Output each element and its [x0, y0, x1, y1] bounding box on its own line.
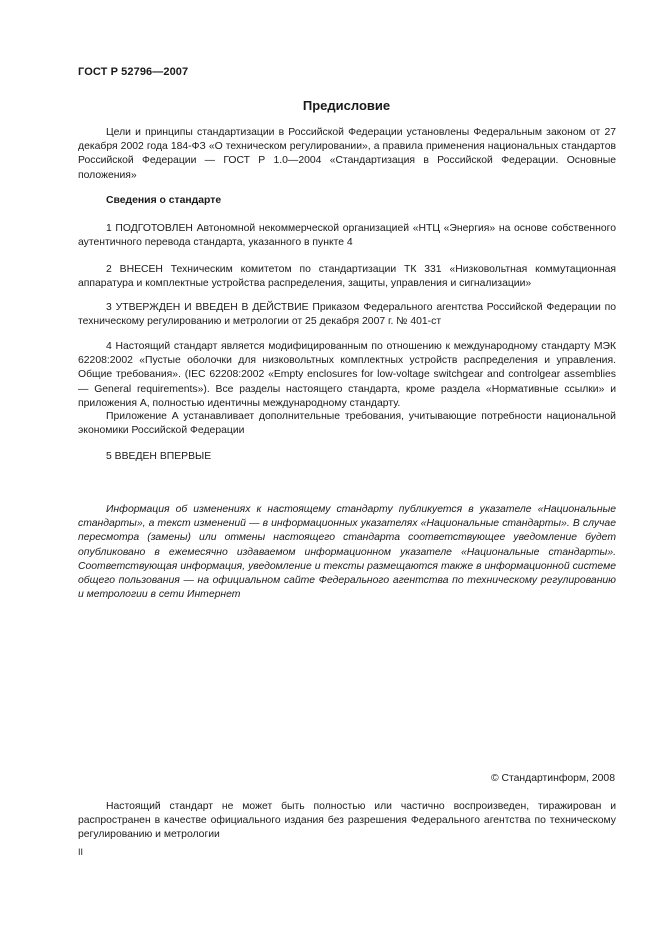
- document-code: ГОСТ Р 52796—2007: [78, 66, 189, 78]
- page-title: Предисловие: [302, 98, 391, 113]
- item-4: 4 Настоящий стандарт является модифицированным по отношению к международному стандарту МЭК 62208:2002 «Пустые оболочки для низковольтных комплектных устройств распределения и управления. Общие требования». (IEC 62208:2002 «Empty enclosures for low-voltage switchgear and controlgear assemblies — General requirements»). Все разделы настоящего стандарта, кроме раздела «Нормативные ссылки» и приложения А, полностью идентичны международному стандарту.: [78, 341, 616, 409]
- item-2: 2 ВНЕСЕН Техническим комитетом по стандартизации ТК 331 «Низковольтная коммутационная аппаратура и комплектные устройства распределения, защиты, управления и сигнализации»: [78, 264, 616, 290]
- notice-paragraph: Информация об изменениях к настоящему стандарту публикуется в указателе «Национальные стандарты», а текст изменений — в информационных указателях «Национальные стандарты». В случае пересмотра (замены) или отмены настоящего стандарта соответствующее уведомление будет опубликовано в ежемесячно издаваемом информационном указателе «Национальные стандарты». Соответствующая информация, уведомление и тексты размещаются также в информационной системе общего пользования — на официальном сайте Федерального агентства по техническому регулированию и метрологии в сети Интернет: [78, 504, 616, 601]
- item-3: 3 УТВЕРЖДЕН И ВВЕДЕН В ДЕЙСТВИЕ Приказом Федерального агентства Российской Федерации по техническому регулированию и метрологии от 25 декабря 2007 г. № 401-ст: [78, 302, 616, 328]
- reproduction-paragraph: Настоящий стандарт не может быть полностью или частично воспроизведен, тиражирован и распространен в качестве официального издания без разрешения Федерального агентства по техническому регулированию и метрологии: [78, 801, 616, 841]
- section-heading: Сведения о стандарте: [106, 195, 222, 206]
- page-number: II: [78, 847, 84, 857]
- copyright-line: © Стандартинформ, 2008: [490, 773, 615, 784]
- item-4-annex-note: Приложение А устанавливает дополнительные требования, учитывающие потребности национальной экономики Российской Федерации: [78, 411, 616, 437]
- intro-paragraph: Цели и принципы стандартизации в Российской Федерации установлены Федеральным законом от 27 декабря 2002 года 184-ФЗ «О техническом регулировании», а правила применения национальных стандартов Российской Федерации — ГОСТ Р 1.0—2004 «Стандартизация в Российской Федерации. Основные положения»: [78, 127, 616, 181]
- item-5: 5 ВВЕДЕН ВПЕРВЫЕ: [106, 451, 212, 462]
- item-1: 1 ПОДГОТОВЛЕН Автономной некоммерческой организацией «НТЦ «Энергия» на основе собственного аутентичного перевода стандарта, указанного в пункте 4: [78, 223, 616, 249]
